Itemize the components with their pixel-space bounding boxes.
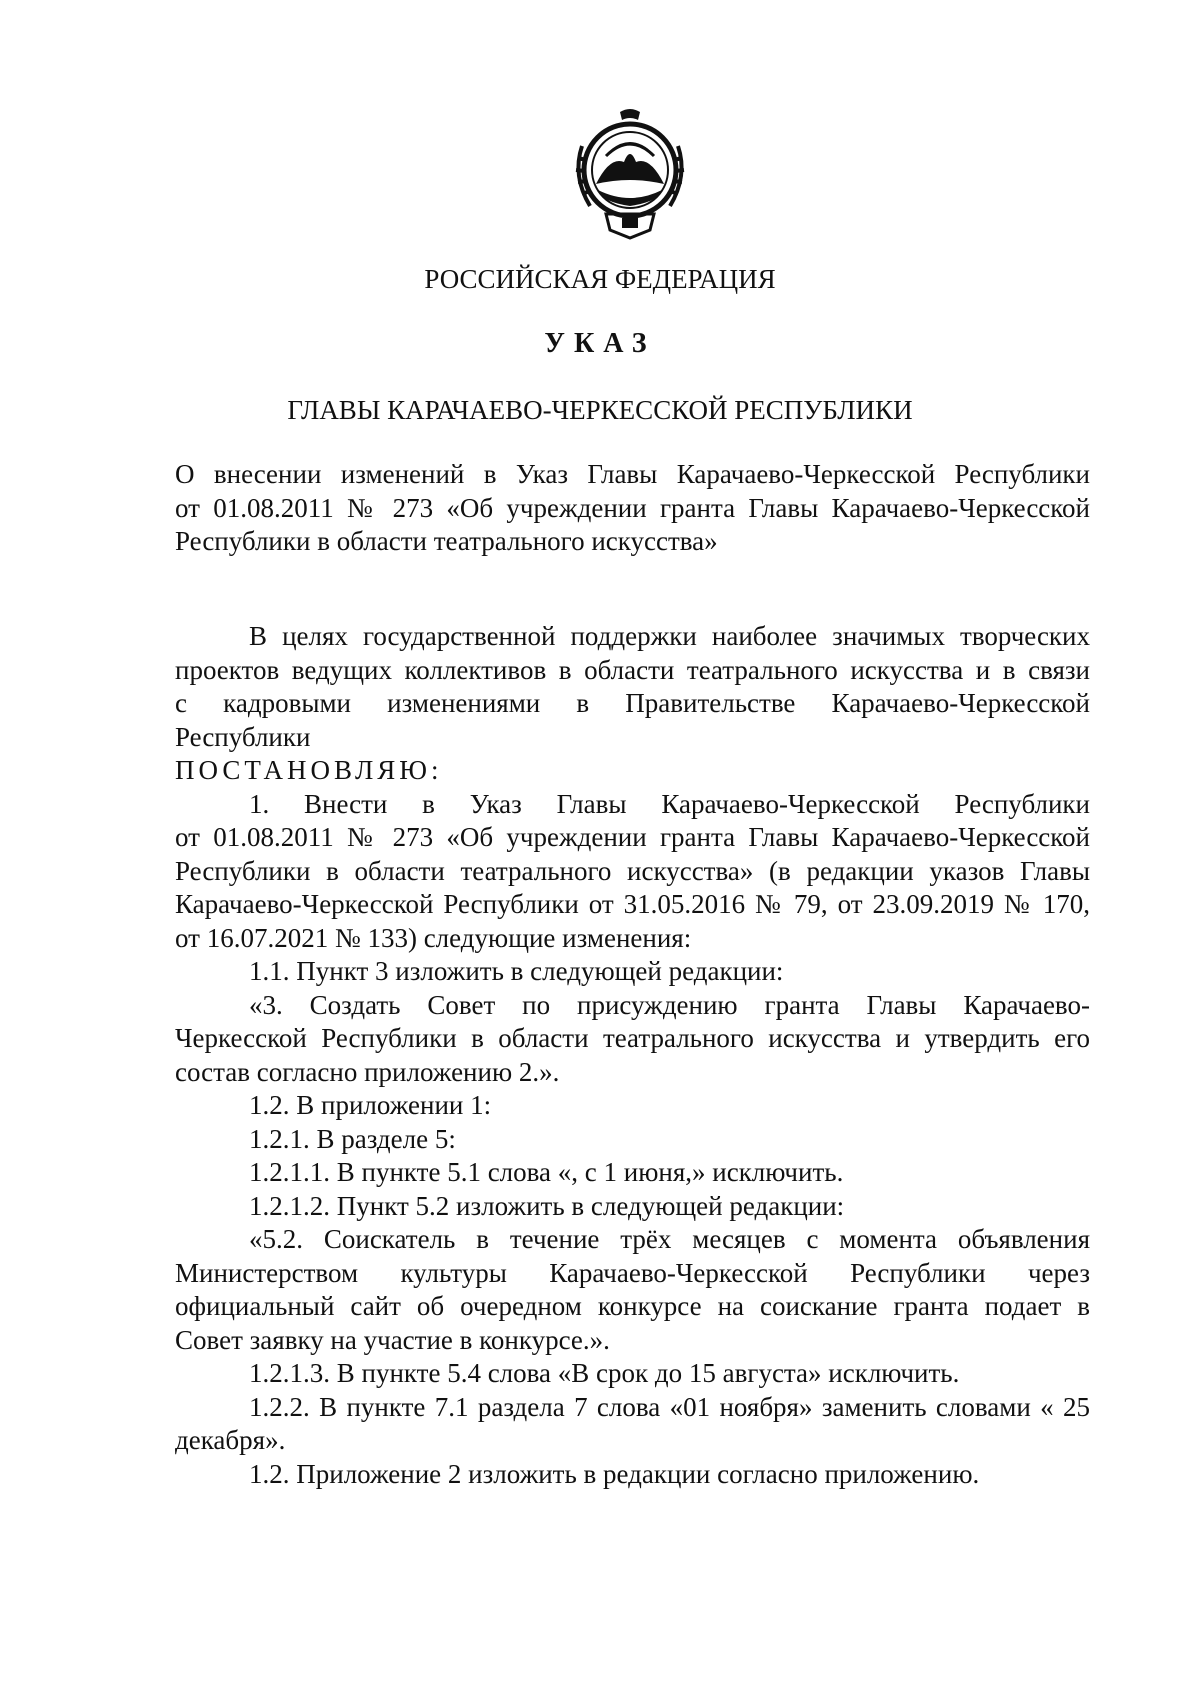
title-line: О внесении изменений в Указ Главы Карачаево-Черкесской Республики (175, 459, 1090, 489)
preamble-line: Республики (175, 721, 311, 752)
item-line: от 16.07.2021 № 133) следующие изменения: (175, 922, 692, 953)
item-line: Карачаево-Черкесской Республики от 31.05.2016 № 79, от 23.09.2019 № 170, (175, 889, 1090, 919)
document-title (175, 458, 1090, 559)
document-type-heading: УКАЗ (544, 328, 656, 359)
item-line: 1.2.2. В пункте 7.1 раздела 7 слова «01 ноября» заменить словами « 25 (249, 1391, 1090, 1422)
item-line: 1.2.1.3. В пункте 5.4 слова «В срок до 15 августа» исключить. (249, 1358, 960, 1388)
item-line: от 01.08.2011 № 273 «Об учреждении гранта Главы Карачаево-Черкесской (175, 822, 1090, 852)
quote-line: Совет заявку на участие в конкурсе.». (175, 1324, 610, 1355)
item-line: 1.2.1.1. В пункте 5.1 слова «, с 1 июня,» исключить. (249, 1157, 844, 1187)
item-line: 1.2.1. В разделе 5: (249, 1123, 456, 1154)
quote-line: «5.2. Соискатель в течение трёх месяцев с момента объявления (249, 1224, 1090, 1254)
item-line: 1.2. В приложении 1: (249, 1090, 492, 1120)
title-line: Республики в области театрального искусства» (175, 526, 718, 556)
preamble-line: с кадровыми изменениями в Правительстве Карачаево-Черкесской (175, 688, 1090, 718)
item-line: декабря». (175, 1425, 286, 1455)
preamble-line: проектов ведущих коллективов в области театрального искусства и в связи (175, 654, 1090, 685)
quote-line: Министерством культуры Карачаево-Черкесской Республики через (175, 1257, 1090, 1288)
quote-line: «3. Создать Совет по присуждению гранта Главы Карачаево- (249, 989, 1090, 1020)
quote-line: официальный сайт об очередном конкурсе на соискание гранта подает в (175, 1291, 1090, 1321)
preamble-line: В целях государственной поддержки наиболее значимых творческих (249, 621, 1090, 651)
document-body (175, 620, 1090, 1491)
decree-word: ПОСТАНОВЛЯЮ: (175, 755, 443, 785)
quote-line: Черкесской Республики в области театрального искусства и утвердить его (175, 1023, 1090, 1053)
item-line: 1. Внести в Указ Главы Карачаево-Черкесской Республики (249, 788, 1090, 819)
item-line: 1.2. Приложение 2 изложить в редакции согласно приложению. (249, 1458, 980, 1489)
item-line: Республики в области театрального искусства» (в редакции указов Главы (175, 855, 1090, 886)
quote-line: состав согласно приложению 2.». (175, 1056, 560, 1087)
issuer-heading: ГЛАВЫ КАРАЧАЕВО-ЧЕРКЕССКОЙ РЕСПУБЛИКИ (287, 395, 913, 425)
item-line: 1.2.1.2. Пункт 5.2 изложить в следующей редакции: (249, 1190, 845, 1221)
title-line: от 01.08.2011 № 273 «Об учреждении гранта Главы Карачаево-Черкесской (175, 492, 1090, 523)
country-heading: РОССИЙСКАЯ ФЕДЕРАЦИЯ (424, 264, 776, 294)
item-line: 1.1. Пункт 3 изложить в следующей редакции: (249, 956, 784, 986)
coat-of-arms-icon (566, 106, 694, 246)
